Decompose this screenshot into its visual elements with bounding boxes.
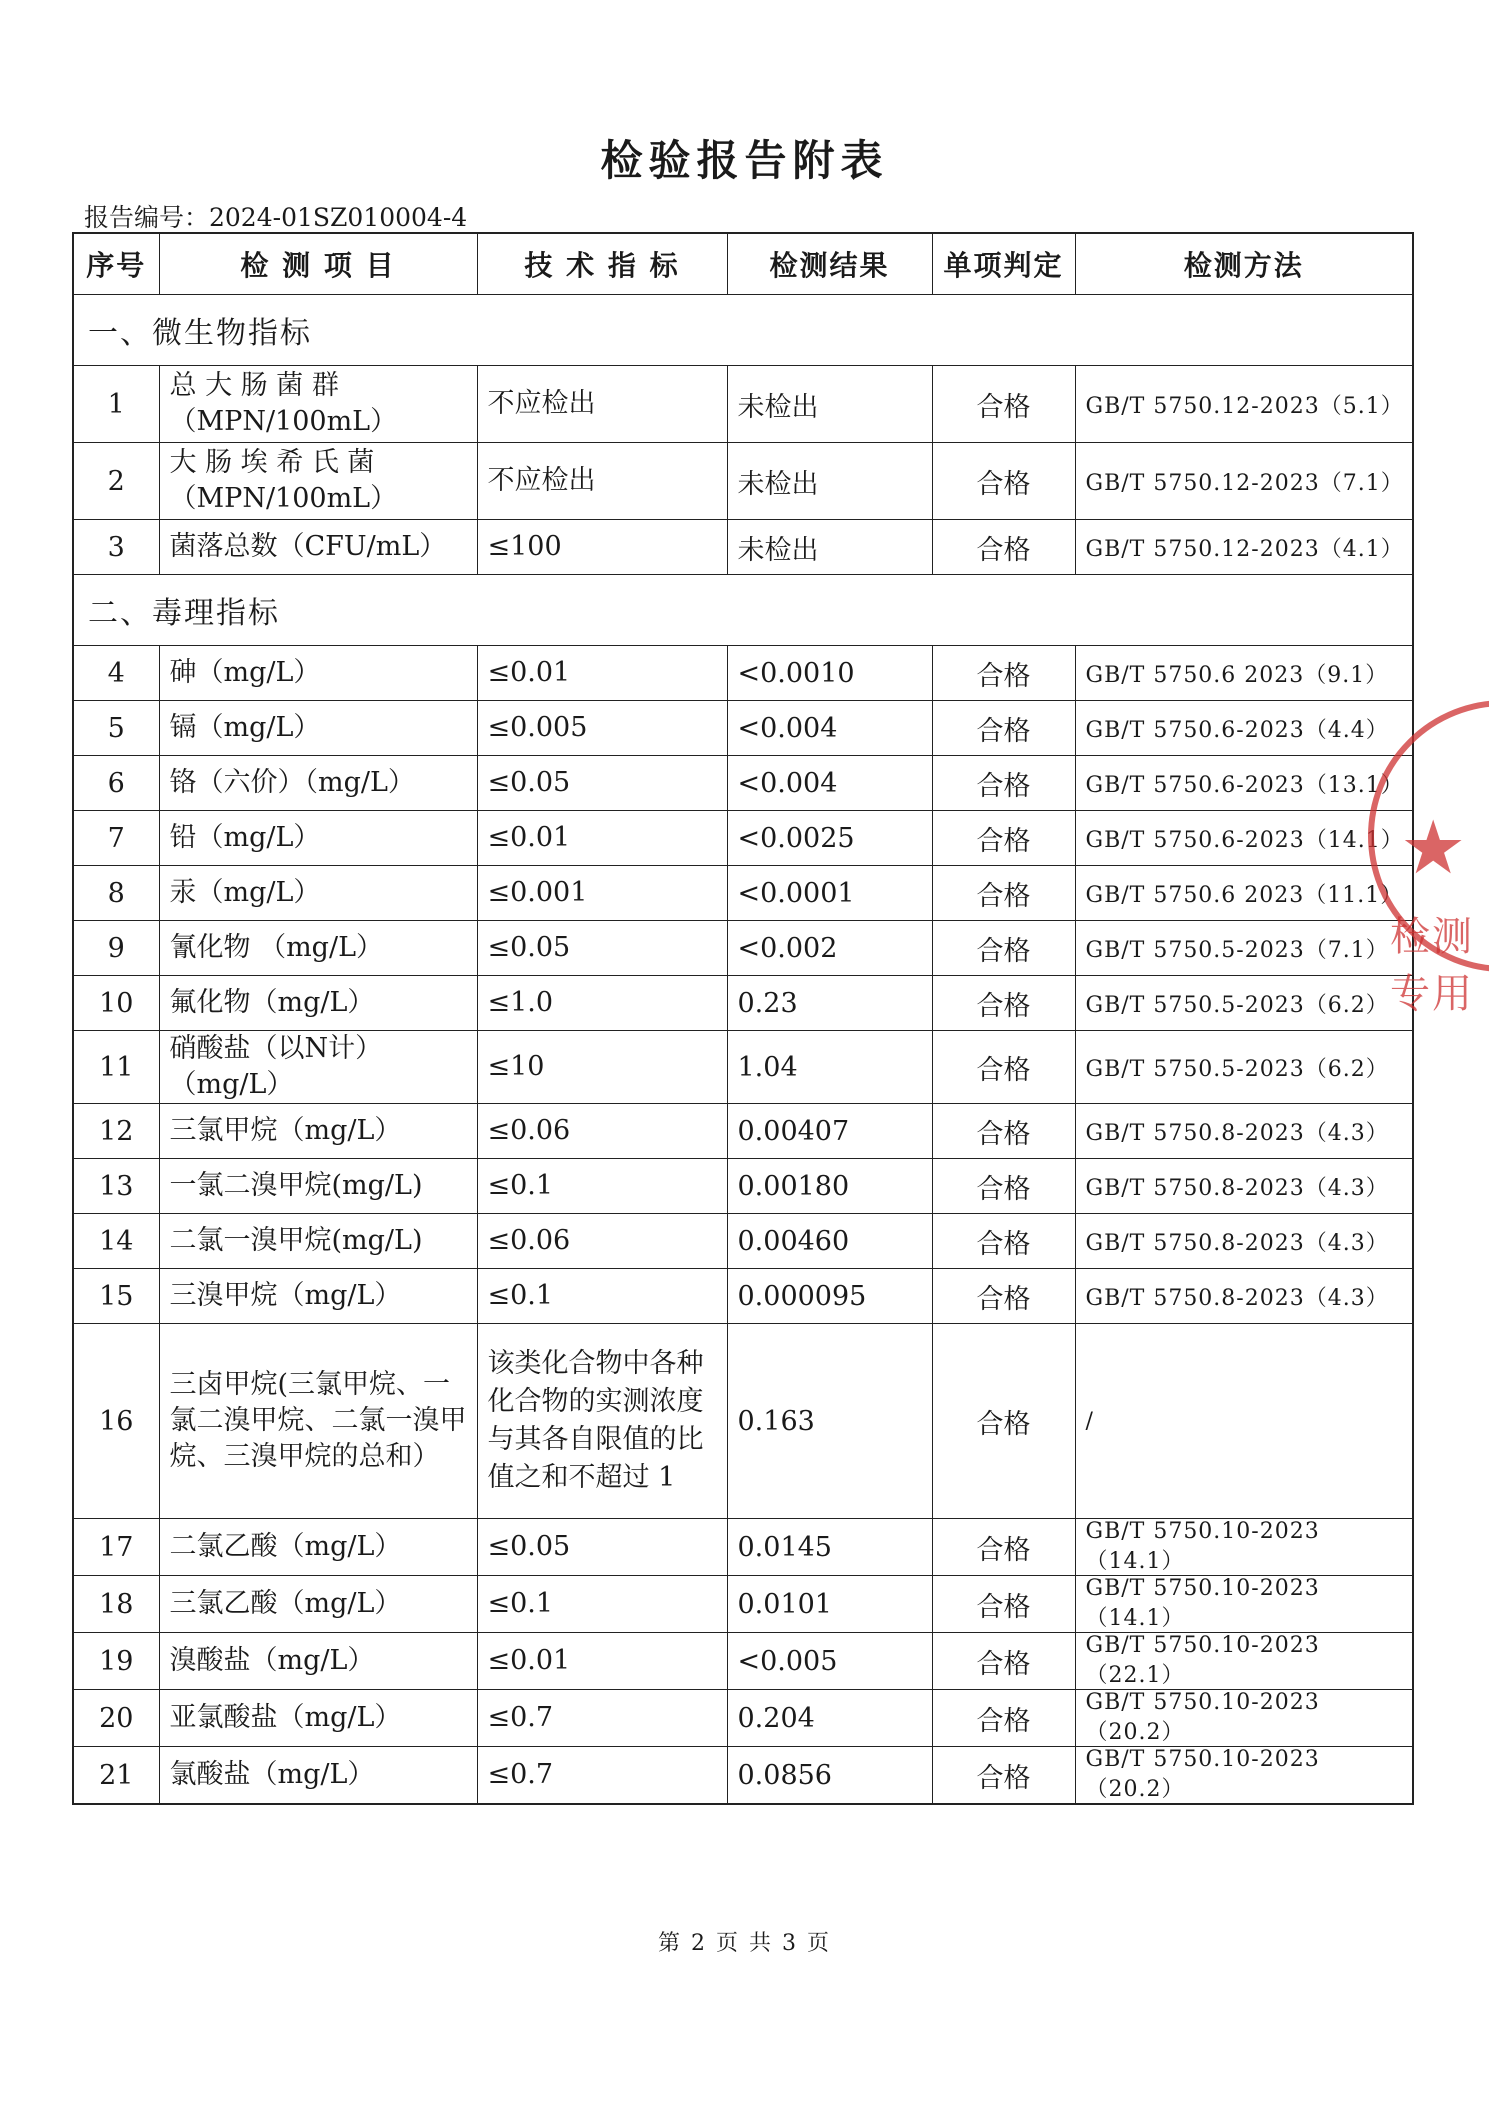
cell-item: 氰化物 （mg/L）	[159, 921, 477, 976]
cell-method: GB/T 5750.12-2023（4.1）	[1075, 520, 1413, 575]
table-row	[73, 756, 1413, 811]
cell-standard: ≤0.06	[477, 1104, 727, 1159]
cell-verdict: 合格	[932, 756, 1075, 811]
table-row	[73, 701, 1413, 756]
cell-method: GB/T 5750.5-2023（7.1）	[1075, 921, 1413, 976]
cell-no: 16	[73, 1324, 159, 1519]
cell-standard: 不应检出	[477, 366, 727, 443]
table-row	[73, 1031, 1413, 1104]
cell-no: 3	[73, 520, 159, 575]
cell-standard: ≤0.005	[477, 701, 727, 756]
cell-result: <0.0010	[727, 646, 932, 701]
cell-item: 氟化物（mg/L）	[159, 976, 477, 1031]
table-row	[73, 1159, 1413, 1214]
cell-verdict: 合格	[932, 701, 1075, 756]
cell-result: 0.000095	[727, 1269, 932, 1324]
cell-standard: ≤0.01	[477, 646, 727, 701]
cell-verdict: 合格	[932, 866, 1075, 921]
cell-result: <0.002	[727, 921, 932, 976]
cell-standard: ≤0.1	[477, 1159, 727, 1214]
section-row	[73, 575, 1413, 646]
cell-standard: ≤0.06	[477, 1214, 727, 1269]
cell-verdict: 合格	[932, 366, 1075, 443]
header-verdict: 单项判定	[932, 233, 1075, 295]
cell-method: GB/T 5750.8-2023（4.3）	[1075, 1159, 1413, 1214]
table-row	[73, 1104, 1413, 1159]
cell-verdict: 合格	[932, 1104, 1075, 1159]
cell-result: <0.004	[727, 701, 932, 756]
header-method: 检测方法	[1075, 233, 1413, 295]
cell-item: 二氯一溴甲烷(mg/L)	[159, 1214, 477, 1269]
cell-standard: ≤0.05	[477, 921, 727, 976]
table-body	[73, 295, 1413, 1805]
cell-no: 9	[73, 921, 159, 976]
cell-item: 三氯甲烷（mg/L）	[159, 1104, 477, 1159]
table-row	[73, 1324, 1413, 1519]
cell-standard: ≤0.001	[477, 866, 727, 921]
cell-standard: ≤0.05	[477, 756, 727, 811]
cell-no: 17	[73, 1519, 159, 1576]
table-row	[73, 976, 1413, 1031]
cell-result: 0.00180	[727, 1159, 932, 1214]
cell-method: GB/T 5750.6-2023（4.4）	[1075, 701, 1413, 756]
table-header-row	[73, 233, 1413, 295]
cell-standard: ≤0.7	[477, 1690, 727, 1747]
cell-item: 氯酸盐（mg/L）	[159, 1747, 477, 1805]
cell-result: 0.00407	[727, 1104, 932, 1159]
header-result: 检测结果	[727, 233, 932, 295]
stamp-text: 检测专用	[1390, 914, 1474, 1017]
cell-result: 未检出	[727, 443, 932, 520]
cell-result: 0.0145	[727, 1519, 932, 1576]
cell-no: 7	[73, 811, 159, 866]
cell-result: 0.00460	[727, 1214, 932, 1269]
table-row	[73, 921, 1413, 976]
cell-method: GB/T 5750.6-2023（13.1）	[1075, 756, 1413, 811]
header-no: 序号	[73, 233, 159, 295]
results-table	[72, 232, 1414, 1805]
cell-item: 砷（mg/L）	[159, 646, 477, 701]
cell-result: 0.204	[727, 1690, 932, 1747]
cell-method: GB/T 5750.8-2023（4.3）	[1075, 1104, 1413, 1159]
cell-no: 11	[73, 1031, 159, 1104]
table-row	[73, 1519, 1413, 1576]
cell-result: 未检出	[727, 366, 932, 443]
cell-method: GB/T 5750.5-2023（6.2）	[1075, 976, 1413, 1031]
table-row	[73, 520, 1413, 575]
cell-standard: ≤0.7	[477, 1747, 727, 1805]
table-row	[73, 443, 1413, 520]
cell-no: 21	[73, 1747, 159, 1805]
cell-standard: ≤0.01	[477, 1633, 727, 1690]
cell-result: 未检出	[727, 520, 932, 575]
cell-method: GB/T 5750.6-2023（14.1）	[1075, 811, 1413, 866]
cell-item: 硝酸盐（以N计）（mg/L）	[159, 1031, 477, 1104]
cell-verdict: 合格	[932, 1269, 1075, 1324]
star-icon: ★	[1400, 805, 1467, 891]
cell-no: 10	[73, 976, 159, 1031]
cell-result: <0.005	[727, 1633, 932, 1690]
cell-verdict: 合格	[932, 1519, 1075, 1576]
cell-item: 三卤甲烷(三氯甲烷、一氯二溴甲烷、二氯一溴甲烷、三溴甲烷的总和）	[159, 1324, 477, 1519]
cell-result: 0.23	[727, 976, 932, 1031]
cell-method: /	[1075, 1324, 1413, 1519]
cell-verdict: 合格	[932, 520, 1075, 575]
cell-no: 1	[73, 366, 159, 443]
cell-method: GB/T 5750.10-2023（20.2）	[1075, 1747, 1413, 1805]
cell-item: 总 大 肠 菌 群 （MPN/100mL）	[159, 366, 477, 443]
cell-item: 亚氯酸盐（mg/L）	[159, 1690, 477, 1747]
cell-method: GB/T 5750.6 2023（11.1）	[1075, 866, 1413, 921]
cell-standard: ≤1.0	[477, 976, 727, 1031]
cell-item: 大 肠 埃 希 氏 菌 （MPN/100mL）	[159, 443, 477, 520]
section-title: 一、微生物指标	[73, 295, 1413, 366]
cell-verdict: 合格	[932, 1690, 1075, 1747]
cell-verdict: 合格	[932, 1576, 1075, 1633]
cell-item: 汞（mg/L）	[159, 866, 477, 921]
table-row	[73, 811, 1413, 866]
cell-method: GB/T 5750.10-2023（14.1）	[1075, 1576, 1413, 1633]
report-number: 报告编号：2024-01SZ010004-4	[84, 203, 468, 232]
cell-standard: ≤100	[477, 520, 727, 575]
cell-method: GB/T 5750.8-2023（4.3）	[1075, 1269, 1413, 1324]
cell-standard: ≤0.1	[477, 1576, 727, 1633]
cell-verdict: 合格	[932, 1214, 1075, 1269]
page-footer: 第 2 页 共 3 页	[658, 1931, 831, 1956]
cell-verdict: 合格	[932, 1324, 1075, 1519]
cell-no: 6	[73, 756, 159, 811]
table-row	[73, 866, 1413, 921]
cell-no: 4	[73, 646, 159, 701]
table-row	[73, 1633, 1413, 1690]
cell-item: 铅（mg/L）	[159, 811, 477, 866]
cell-standard: ≤10	[477, 1031, 727, 1104]
cell-no: 14	[73, 1214, 159, 1269]
cell-method: GB/T 5750.10-2023（14.1）	[1075, 1519, 1413, 1576]
cell-verdict: 合格	[932, 1747, 1075, 1805]
cell-verdict: 合格	[932, 443, 1075, 520]
table-row	[73, 646, 1413, 701]
table-row	[73, 1747, 1413, 1805]
header-item: 检 测 项 目	[159, 233, 477, 295]
cell-standard: ≤0.1	[477, 1269, 727, 1324]
cell-no: 5	[73, 701, 159, 756]
cell-item: 铬（六价）（mg/L）	[159, 756, 477, 811]
cell-no: 2	[73, 443, 159, 520]
cell-result: <0.0025	[727, 811, 932, 866]
cell-method: GB/T 5750.12-2023（7.1）	[1075, 443, 1413, 520]
table-row	[73, 1214, 1413, 1269]
cell-item: 一氯二溴甲烷(mg/L)	[159, 1159, 477, 1214]
cell-result: 0.0101	[727, 1576, 932, 1633]
cell-verdict: 合格	[932, 921, 1075, 976]
cell-item: 三溴甲烷（mg/L）	[159, 1269, 477, 1324]
cell-standard: 不应检出	[477, 443, 727, 520]
cell-item: 菌落总数（CFU/mL）	[159, 520, 477, 575]
cell-method: GB/T 5750.10-2023（22.1）	[1075, 1633, 1413, 1690]
cell-verdict: 合格	[932, 811, 1075, 866]
table-row	[73, 366, 1413, 443]
cell-item: 二氯乙酸（mg/L）	[159, 1519, 477, 1576]
cell-method: GB/T 5750.8-2023（4.3）	[1075, 1214, 1413, 1269]
table-row	[73, 1690, 1413, 1747]
cell-no: 12	[73, 1104, 159, 1159]
cell-verdict: 合格	[932, 1633, 1075, 1690]
cell-result: <0.004	[727, 756, 932, 811]
cell-method: GB/T 5750.6 2023（9.1）	[1075, 646, 1413, 701]
section-row	[73, 295, 1413, 366]
cell-no: 15	[73, 1269, 159, 1324]
cell-no: 13	[73, 1159, 159, 1214]
cell-result: 1.04	[727, 1031, 932, 1104]
report-title: 检验报告附表	[600, 136, 889, 185]
cell-result: 0.163	[727, 1324, 932, 1519]
cell-no: 20	[73, 1690, 159, 1747]
header-standard: 技 术 指 标	[477, 233, 727, 295]
cell-verdict: 合格	[932, 1159, 1075, 1214]
cell-item: 溴酸盐（mg/L）	[159, 1633, 477, 1690]
table-row	[73, 1269, 1413, 1324]
cell-standard: ≤0.01	[477, 811, 727, 866]
cell-standard: 该类化合物中各种化合物的实测浓度与其各自限值的比值之和不超过 1	[477, 1324, 727, 1519]
cell-method: GB/T 5750.10-2023（20.2）	[1075, 1690, 1413, 1747]
cell-no: 8	[73, 866, 159, 921]
section-title: 二、毒理指标	[73, 575, 1413, 646]
cell-method: GB/T 5750.12-2023（5.1）	[1075, 366, 1413, 443]
cell-method: GB/T 5750.5-2023（6.2）	[1075, 1031, 1413, 1104]
cell-no: 18	[73, 1576, 159, 1633]
cell-result: <0.0001	[727, 866, 932, 921]
results-table-container	[72, 232, 1412, 1805]
cell-standard: ≤0.05	[477, 1519, 727, 1576]
cell-verdict: 合格	[932, 1031, 1075, 1104]
cell-verdict: 合格	[932, 646, 1075, 701]
cell-no: 19	[73, 1633, 159, 1690]
cell-result: 0.0856	[727, 1747, 932, 1805]
cell-item: 镉（mg/L）	[159, 701, 477, 756]
table-row	[73, 1576, 1413, 1633]
cell-verdict: 合格	[932, 976, 1075, 1031]
cell-item: 三氯乙酸（mg/L）	[159, 1576, 477, 1633]
